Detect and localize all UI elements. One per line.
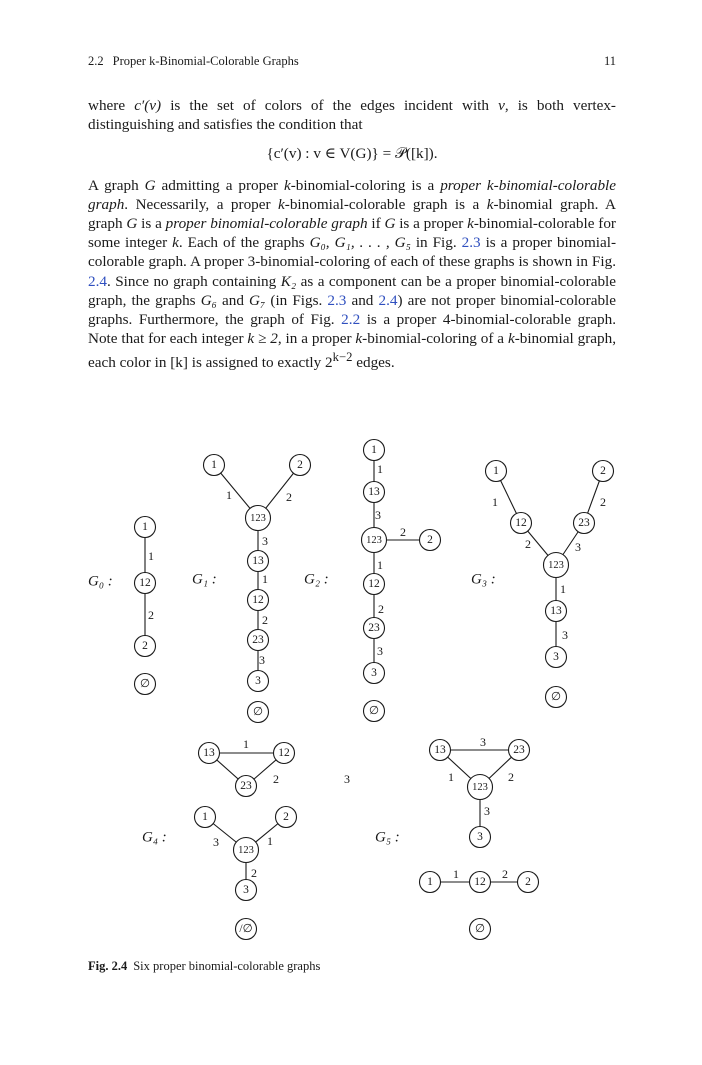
g2-vertex-label: 13 [368, 486, 380, 499]
g1-vertex [248, 671, 269, 692]
figure-ref-link[interactable]: 2.3 [327, 291, 347, 309]
g2-vertex [362, 528, 387, 553]
g4-vertex [236, 776, 257, 797]
g2-vertex [364, 440, 385, 461]
g4-vertex [274, 743, 295, 764]
g0-vertex [135, 573, 156, 594]
g2-vertex [364, 663, 385, 684]
g0-vertex [135, 636, 156, 657]
g3-name: G₃ : [471, 571, 496, 588]
g1-vertex-label: 12 [252, 594, 264, 607]
g2-edge-label: 3 [377, 643, 383, 658]
g4-edge-label: 2 [273, 771, 279, 786]
g3-vertex-label: 2 [600, 465, 606, 478]
g4-edge-label: 3 [213, 834, 219, 849]
g1-vertex-label: 13 [252, 555, 264, 568]
g1-vertex-label: 2 [297, 459, 303, 472]
g3-vertex [593, 461, 614, 482]
g5-vertex [420, 872, 441, 893]
caption-label: Fig. 2.4 [88, 959, 128, 973]
g3-edge-label: 2 [525, 536, 531, 551]
g2-vertex [364, 482, 385, 503]
g5-vertex [430, 740, 451, 761]
g3-vertex [546, 601, 567, 622]
g4-vertex [276, 807, 297, 828]
g1-vertex-label: ∅ [252, 706, 264, 719]
g0-vertex [135, 517, 156, 538]
g5-edge-label: 3 [484, 803, 490, 818]
g1-edge-label: 1 [226, 487, 232, 502]
g1-edge-label: 2 [286, 489, 292, 504]
paragraph-1: where c′(v) is the set of colors of the edges incident with v, is both vertex-distinguishing and satisfies the condition that [88, 97, 616, 134]
g3-edge-label: 1 [560, 581, 566, 596]
g3-vertex [544, 553, 569, 578]
g2-edge-label: 1 [377, 461, 383, 476]
caption-text: Six proper binomial-colorable graphs [133, 959, 321, 973]
g1-vertex-label: 3 [255, 675, 261, 688]
g5-vertex-label: 2 [525, 876, 531, 889]
g5-vertex-label: 23 [513, 744, 525, 757]
g2-vertex-label: 12 [368, 578, 380, 591]
g3-vertex [574, 513, 595, 534]
g0-vertex-label: ∅ [139, 678, 151, 691]
g5-vertex [470, 827, 491, 848]
g0-vertex [135, 674, 156, 695]
g5-edge-label: 3 [480, 734, 486, 749]
g5-vertex [470, 919, 491, 940]
g3-edge-label: 1 [492, 494, 498, 509]
g1-edge-label: 3 [259, 652, 265, 667]
g4-edge-label: 3 [344, 771, 350, 786]
g0-name: G₀ : [88, 573, 113, 590]
g0-vertex-label: 12 [139, 577, 151, 590]
g4-edge-label: 1 [243, 736, 249, 751]
g3-edge-label: 3 [575, 539, 581, 554]
g5-vertex-label: ∅ [474, 923, 486, 936]
g4-vertex-label: 23 [240, 780, 252, 793]
g4-vertex-label: 2 [283, 811, 289, 824]
g2-edge-label: 2 [400, 524, 406, 539]
g1-vertex [290, 455, 311, 476]
figure-ref-link[interactable]: 2.3 [461, 234, 481, 252]
g5-name: G₅ : [375, 829, 400, 846]
g4-vertex-label: 123 [238, 844, 254, 856]
g1-vertex [204, 455, 225, 476]
g2-vertex [364, 701, 385, 722]
g3-vertex-label: 23 [578, 517, 590, 530]
g3-vertex [546, 687, 567, 708]
g4-vertex-label: 13 [203, 747, 215, 760]
g4-vertex [236, 880, 257, 901]
display-equation: {c′(v) : v ∈ V(G)} = 𝒫([k]). [266, 145, 438, 163]
g1-vertex-label: 1 [211, 459, 217, 472]
g4-vertex [234, 838, 259, 863]
g1-edge-label: 2 [262, 612, 268, 627]
g1-vertex-label: 23 [252, 634, 264, 647]
g2-vertex [364, 618, 385, 639]
g5-vertex-label: 12 [474, 876, 486, 889]
g3-vertex-label: 1 [493, 465, 499, 478]
g5-vertex-label: 123 [472, 781, 488, 793]
g1-edge-label: 3 [262, 533, 268, 548]
g3-vertex-label: 13 [550, 605, 562, 618]
g3-edge-label: 2 [600, 494, 606, 509]
g5-edge-label: 2 [502, 866, 508, 881]
g4-name: G₄ : [142, 829, 167, 846]
g0-vertex-label: 1 [142, 521, 148, 534]
g0-edge-label: 2 [148, 607, 154, 622]
g5-edge-label: 1 [448, 769, 454, 784]
g2-vertex-label: 123 [366, 534, 382, 546]
g1-edge-label: 1 [262, 571, 268, 586]
g2-vertex-label: ∅ [368, 705, 380, 718]
g3-vertex-label: 12 [515, 517, 527, 530]
g2-edge-label: 3 [375, 507, 381, 522]
g2-vertex [420, 530, 441, 551]
g0-edge-label: 1 [148, 548, 154, 563]
figure-caption [88, 959, 320, 974]
g2-vertex-label: 1 [371, 444, 377, 457]
g2-edge-label: 2 [378, 601, 384, 616]
g2-vertex-label: 23 [368, 622, 380, 635]
section-title: Proper k-Binomial-Colorable Graphs [112, 54, 299, 68]
g3-vertex [546, 647, 567, 668]
g4-edge-label: 2 [251, 865, 257, 880]
g3-vertex [511, 513, 532, 534]
figure-ref-link[interactable]: 2.2 [341, 311, 361, 329]
g5-edge-label: 1 [453, 866, 459, 881]
g5-vertex-label: 1 [427, 876, 433, 889]
g2-name: G₂ : [304, 571, 329, 588]
g2-vertex-label: 3 [371, 667, 377, 680]
g5-vertex-label: 3 [477, 831, 483, 844]
g3-edge-label: 3 [562, 627, 568, 642]
g4-vertex [236, 919, 257, 940]
g4-vertex-label: 12 [278, 747, 290, 760]
g2-edge-label: 1 [377, 557, 383, 572]
g1-vertex-label: 123 [250, 512, 266, 524]
g4-vertex [199, 743, 220, 764]
g4-vertex-label: 1 [202, 811, 208, 824]
g1-vertex [248, 630, 269, 651]
g1-vertex [248, 551, 269, 572]
g5-vertex [509, 740, 530, 761]
g3-vertex-label: 123 [548, 559, 564, 571]
g5-vertex [468, 775, 493, 800]
g5-edge-label: 2 [508, 769, 514, 784]
g5-vertex-label: 13 [434, 744, 446, 757]
g0-vertex-label: 2 [142, 640, 148, 653]
g4-vertex-label: /∅ [239, 923, 253, 936]
section-number: 2.2 [88, 54, 104, 68]
figure-ref-link[interactable]: 2.4 [378, 291, 398, 309]
g2-vertex-label: 2 [427, 534, 433, 547]
g1-vertex [248, 590, 269, 611]
g1-vertex [246, 506, 271, 531]
g3-vertex-label: 3 [553, 651, 559, 664]
g4-vertex [195, 807, 216, 828]
g3-vertex [486, 461, 507, 482]
g1-name: G₁ : [192, 571, 217, 588]
page-number: 11 [603, 54, 616, 68]
g4-edge-label: 1 [267, 833, 273, 848]
g2-vertex [364, 574, 385, 595]
g5-vertex [470, 872, 491, 893]
g1-vertex [248, 702, 269, 723]
g5-vertex [518, 872, 539, 893]
g4-vertex-label: 3 [243, 884, 249, 897]
paragraph-2: A graph G admitting a proper k-binomial-coloring is a proper k-binomial-colorable graph. Necessarily, a proper k-binomial-colorable graph is a k-binomial graph. A graph G is a proper binomial-colorable graph if G is a proper k-binomial-colorable for some integer k. Each of the graphs G₀, G₁, . . . , G₅ in Fig. 2.3 is a proper binomial-colorable graph. A proper 3-binomial-coloring of each of these graphs is shown in Fig. 2.4. Since no graph containing K₂ as a component can be a proper binomial-colorable graph, the graphs G₆ and G₇ (in Figs. 2.3 and 2.4) are not proper binomial-colorable graphs. Furthermore, the graph of Fig. 2.2 is a proper 4-binomial-colorable graph. Note that for each integer k ≥ 2, in a proper k-binomial-coloring of a k-binomial graph, each color in [k] is assigned to exactly $2^{k-2}$ edges. [88, 176, 617, 372]
figure-ref-link[interactable]: 2.4 [88, 272, 107, 290]
g3-vertex-label: ∅ [550, 691, 562, 704]
